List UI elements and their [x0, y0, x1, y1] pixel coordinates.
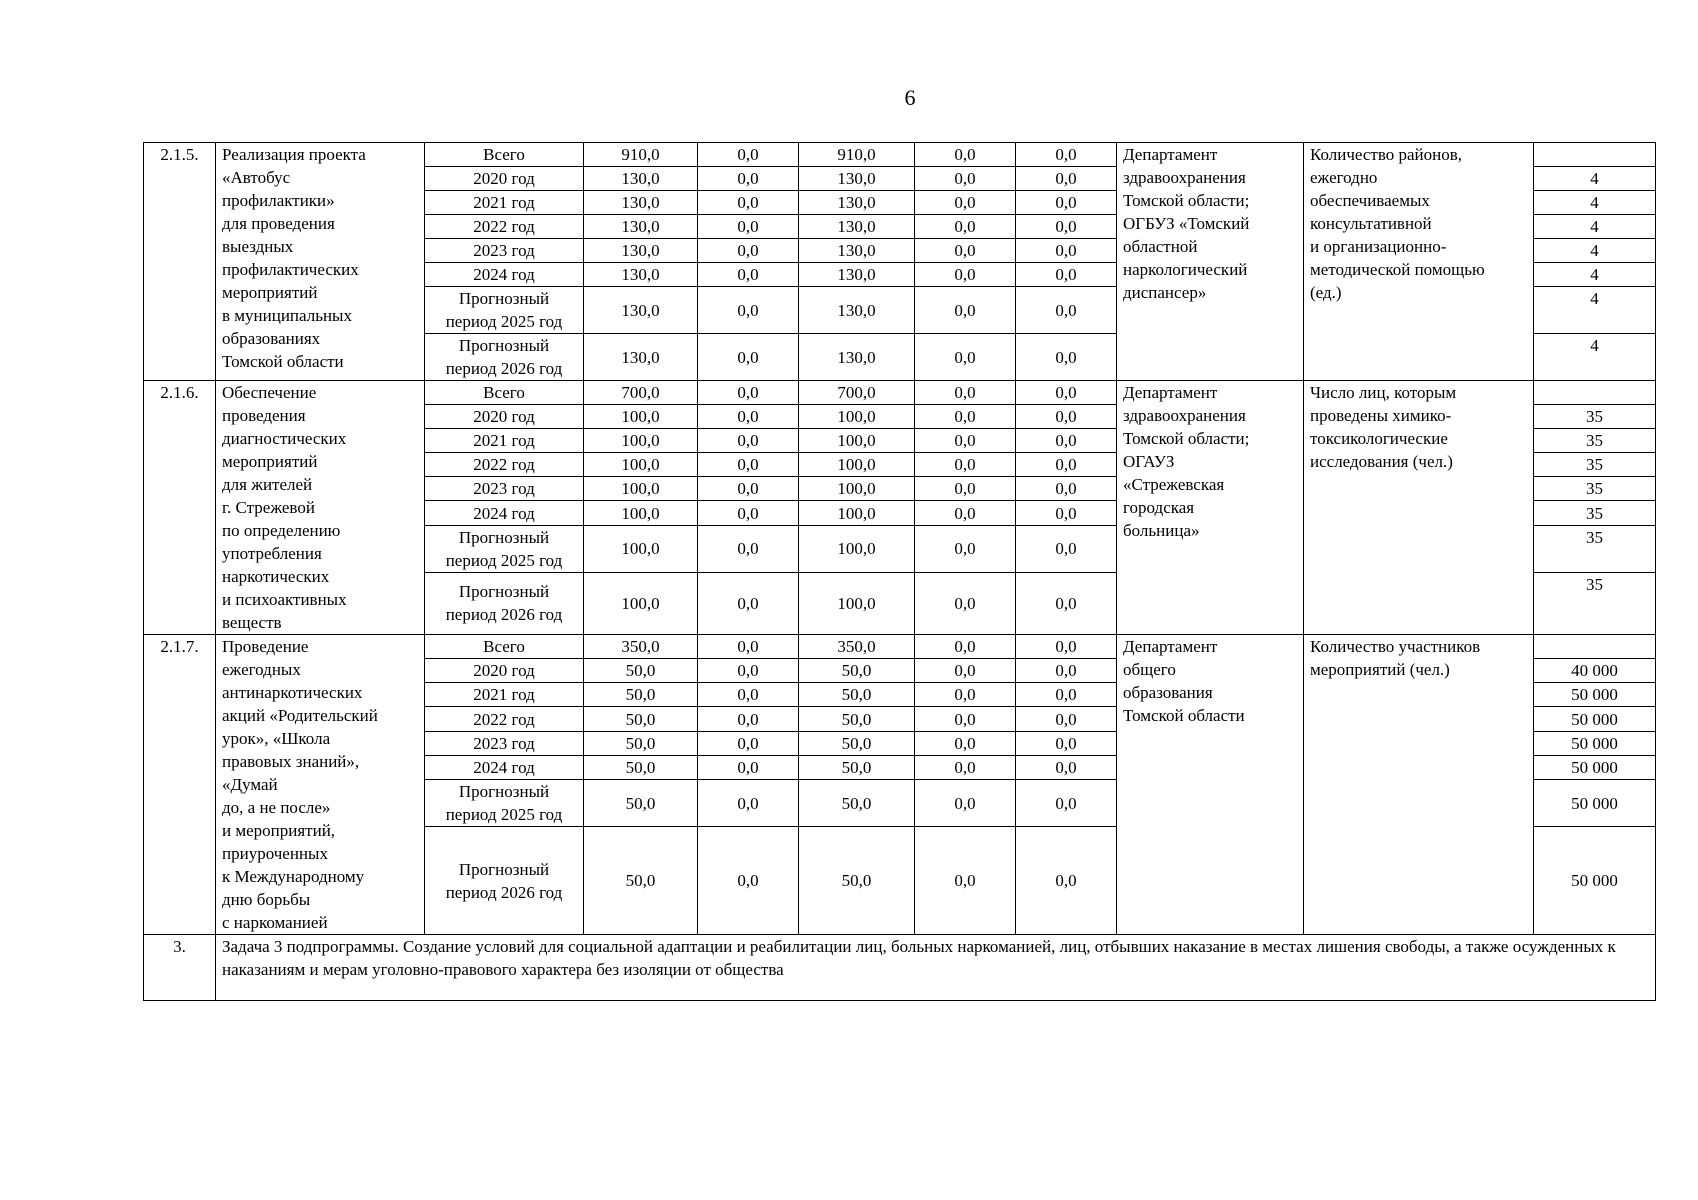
- indicator-value-cell: [1534, 381, 1656, 405]
- value-cell: 0,0: [1016, 659, 1117, 683]
- value-cell: 0,0: [698, 405, 799, 429]
- executor-cell: Департамент общего образования Томской области: [1117, 635, 1304, 935]
- value-cell: 0,0: [698, 731, 799, 755]
- indicator-value-cell: [1534, 635, 1656, 659]
- period-cell: 2021 год: [425, 429, 584, 453]
- value-cell: 0,0: [1016, 683, 1117, 707]
- period-cell: 2020 год: [425, 405, 584, 429]
- value-cell: 0,0: [915, 215, 1016, 239]
- value-cell: 0,0: [915, 779, 1016, 826]
- value-cell: 0,0: [1016, 143, 1117, 167]
- value-cell: 0,0: [698, 191, 799, 215]
- period-cell: 2024 год: [425, 755, 584, 779]
- value-cell: 50,0: [799, 683, 915, 707]
- value-cell: 0,0: [915, 287, 1016, 334]
- value-cell: 130,0: [799, 239, 915, 263]
- value-cell: 0,0: [1016, 381, 1117, 405]
- section-name: Проведение ежегодных антинаркотических акций «Родительский урок», «Школа правовых знаний», «Думай до, а не после» и мероприятий, приуроченных к Международному дню борьбы с наркоманией: [216, 635, 425, 935]
- value-cell: 0,0: [915, 239, 1016, 263]
- indicator-value-cell: 35: [1534, 501, 1656, 525]
- indicator-value-cell: 4: [1534, 215, 1656, 239]
- value-cell: 50,0: [799, 755, 915, 779]
- value-cell: 350,0: [584, 635, 698, 659]
- value-cell: 0,0: [698, 263, 799, 287]
- indicator-value-cell: 50 000: [1534, 827, 1656, 935]
- value-cell: 50,0: [584, 779, 698, 826]
- period-cell: 2020 год: [425, 659, 584, 683]
- value-cell: 0,0: [1016, 501, 1117, 525]
- table-row: [144, 143, 1656, 167]
- section-name: Реализация проекта «Автобус профилактики» для проведения выездных профилактических мероприятий в муниципальных образованиях Томской области: [216, 143, 425, 381]
- value-cell: 0,0: [698, 779, 799, 826]
- value-cell: 0,0: [915, 525, 1016, 572]
- indicator-value-cell: 35: [1534, 405, 1656, 429]
- value-cell: 0,0: [915, 453, 1016, 477]
- indicator-value-cell: 4: [1534, 191, 1656, 215]
- value-cell: 50,0: [584, 683, 698, 707]
- indicator-value-cell: 35: [1534, 572, 1656, 634]
- value-cell: 130,0: [799, 287, 915, 334]
- period-cell: 2022 год: [425, 453, 584, 477]
- period-cell: Всего: [425, 635, 584, 659]
- value-cell: 0,0: [915, 167, 1016, 191]
- value-cell: 50,0: [584, 755, 698, 779]
- value-cell: 130,0: [799, 263, 915, 287]
- period-cell: 2023 год: [425, 239, 584, 263]
- value-cell: 50,0: [799, 779, 915, 826]
- value-cell: 0,0: [1016, 525, 1117, 572]
- value-cell: 0,0: [915, 477, 1016, 501]
- period-cell: Всего: [425, 381, 584, 405]
- executor-cell: Департамент здравоохранения Томской области; ОГБУЗ «Томский областной наркологический диспансер»: [1117, 143, 1304, 381]
- value-cell: 100,0: [584, 453, 698, 477]
- value-cell: 50,0: [799, 707, 915, 731]
- task-row: [144, 935, 1656, 1001]
- value-cell: 0,0: [915, 263, 1016, 287]
- value-cell: 0,0: [915, 429, 1016, 453]
- period-cell: Прогнозный период 2026 год: [425, 334, 584, 381]
- value-cell: 0,0: [698, 215, 799, 239]
- value-cell: 100,0: [799, 477, 915, 501]
- period-cell: 2024 год: [425, 263, 584, 287]
- indicator-value-cell: 4: [1534, 287, 1656, 334]
- period-cell: 2023 год: [425, 731, 584, 755]
- section-id: 2.1.5.: [144, 143, 216, 381]
- value-cell: 0,0: [915, 381, 1016, 405]
- table-row: [144, 381, 1656, 405]
- value-cell: 0,0: [1016, 191, 1117, 215]
- value-cell: 50,0: [584, 707, 698, 731]
- value-cell: 130,0: [799, 191, 915, 215]
- indicator-value-cell: 50 000: [1534, 731, 1656, 755]
- indicator-name-cell: Количество районов, ежегодно обеспечиваемых консультативной и организационно- методической помощью (ед.): [1304, 143, 1534, 381]
- value-cell: 0,0: [698, 453, 799, 477]
- indicator-value-cell: 35: [1534, 525, 1656, 572]
- value-cell: 0,0: [698, 143, 799, 167]
- section-name: Обеспечение проведения диагностических мероприятий для жителей г. Стрежевой по определению употребления наркотических и психоактивных веществ: [216, 381, 425, 635]
- indicator-value-cell: 50 000: [1534, 755, 1656, 779]
- value-cell: 0,0: [1016, 167, 1117, 191]
- value-cell: 100,0: [799, 453, 915, 477]
- value-cell: 700,0: [799, 381, 915, 405]
- value-cell: 0,0: [698, 659, 799, 683]
- value-cell: 130,0: [584, 215, 698, 239]
- value-cell: 100,0: [584, 405, 698, 429]
- indicator-value-cell: 4: [1534, 167, 1656, 191]
- value-cell: 0,0: [1016, 827, 1117, 935]
- indicator-value-cell: 35: [1534, 453, 1656, 477]
- value-cell: 0,0: [915, 659, 1016, 683]
- value-cell: 100,0: [584, 429, 698, 453]
- value-cell: 0,0: [1016, 707, 1117, 731]
- value-cell: 50,0: [584, 731, 698, 755]
- indicator-value-cell: 4: [1534, 263, 1656, 287]
- period-cell: Прогнозный период 2025 год: [425, 525, 584, 572]
- value-cell: 50,0: [799, 827, 915, 935]
- value-cell: 0,0: [915, 334, 1016, 381]
- indicator-value-cell: [1534, 143, 1656, 167]
- indicator-value-cell: 35: [1534, 477, 1656, 501]
- value-cell: 0,0: [1016, 263, 1117, 287]
- period-cell: 2022 год: [425, 215, 584, 239]
- value-cell: 100,0: [799, 429, 915, 453]
- value-cell: 0,0: [698, 707, 799, 731]
- value-cell: 0,0: [698, 572, 799, 634]
- value-cell: 0,0: [1016, 287, 1117, 334]
- page-number: 6: [904, 85, 916, 110]
- value-cell: 0,0: [1016, 779, 1117, 826]
- value-cell: 0,0: [698, 167, 799, 191]
- value-cell: 0,0: [698, 239, 799, 263]
- period-cell: Прогнозный период 2026 год: [425, 827, 584, 935]
- value-cell: 0,0: [698, 827, 799, 935]
- executor-cell: Департамент здравоохранения Томской области; ОГАУЗ «Стрежевская городская больница»: [1117, 381, 1304, 635]
- period-cell: Прогнозный период 2025 год: [425, 287, 584, 334]
- period-cell: Прогнозный период 2026 год: [425, 572, 584, 634]
- period-cell: 2023 год: [425, 477, 584, 501]
- value-cell: 130,0: [584, 334, 698, 381]
- value-cell: 130,0: [799, 334, 915, 381]
- value-cell: 130,0: [799, 167, 915, 191]
- period-cell: 2021 год: [425, 683, 584, 707]
- value-cell: 350,0: [799, 635, 915, 659]
- value-cell: 130,0: [584, 263, 698, 287]
- section-id: 2.1.6.: [144, 381, 216, 635]
- indicator-value-cell: 50 000: [1534, 779, 1656, 826]
- value-cell: 0,0: [1016, 334, 1117, 381]
- value-cell: 0,0: [915, 635, 1016, 659]
- value-cell: 910,0: [799, 143, 915, 167]
- value-cell: 0,0: [915, 572, 1016, 634]
- indicator-value-cell: 50 000: [1534, 707, 1656, 731]
- value-cell: 0,0: [1016, 405, 1117, 429]
- value-cell: 100,0: [799, 525, 915, 572]
- value-cell: 0,0: [698, 525, 799, 572]
- value-cell: 130,0: [584, 191, 698, 215]
- indicator-name-cell: Число лиц, которым проведены химико- токсикологические исследования (чел.): [1304, 381, 1534, 635]
- indicator-value-cell: 4: [1534, 334, 1656, 381]
- value-cell: 0,0: [915, 683, 1016, 707]
- value-cell: 0,0: [1016, 477, 1117, 501]
- value-cell: 0,0: [698, 381, 799, 405]
- section-id: 2.1.7.: [144, 635, 216, 935]
- indicator-value-cell: 4: [1534, 239, 1656, 263]
- period-cell: Прогнозный период 2025 год: [425, 779, 584, 826]
- indicator-value-cell: 35: [1534, 429, 1656, 453]
- value-cell: 0,0: [1016, 755, 1117, 779]
- value-cell: 50,0: [584, 827, 698, 935]
- value-cell: 910,0: [584, 143, 698, 167]
- value-cell: 0,0: [698, 635, 799, 659]
- value-cell: 0,0: [1016, 731, 1117, 755]
- value-cell: 0,0: [1016, 635, 1117, 659]
- task-id: 3.: [144, 935, 216, 1001]
- value-cell: 0,0: [915, 191, 1016, 215]
- value-cell: 0,0: [1016, 239, 1117, 263]
- value-cell: 130,0: [584, 167, 698, 191]
- value-cell: 130,0: [584, 287, 698, 334]
- value-cell: 50,0: [799, 659, 915, 683]
- value-cell: 0,0: [698, 429, 799, 453]
- value-cell: 0,0: [1016, 453, 1117, 477]
- value-cell: 100,0: [584, 501, 698, 525]
- value-cell: 0,0: [915, 707, 1016, 731]
- table-row: [144, 635, 1656, 659]
- value-cell: 0,0: [1016, 215, 1117, 239]
- value-cell: 100,0: [799, 405, 915, 429]
- value-cell: 700,0: [584, 381, 698, 405]
- value-cell: 0,0: [1016, 572, 1117, 634]
- value-cell: 0,0: [915, 731, 1016, 755]
- period-cell: 2021 год: [425, 191, 584, 215]
- value-cell: 0,0: [915, 755, 1016, 779]
- value-cell: 100,0: [799, 572, 915, 634]
- value-cell: 0,0: [698, 477, 799, 501]
- value-cell: 100,0: [799, 501, 915, 525]
- period-cell: 2020 год: [425, 167, 584, 191]
- value-cell: 0,0: [698, 501, 799, 525]
- value-cell: 100,0: [584, 525, 698, 572]
- task-text: Задача 3 подпрограммы. Создание условий для социальной адаптации и реабилитации лиц, больных наркоманией, лиц, отбывших наказание в местах лишения свободы, а также осужденных к наказаниям и мерам уголовно-правового характера без изоляции от общества: [216, 935, 1656, 1001]
- value-cell: 0,0: [698, 755, 799, 779]
- value-cell: 100,0: [584, 572, 698, 634]
- indicator-name-cell: Количество участников мероприятий (чел.): [1304, 635, 1534, 935]
- period-cell: 2024 год: [425, 501, 584, 525]
- value-cell: 100,0: [584, 477, 698, 501]
- value-cell: 0,0: [915, 827, 1016, 935]
- period-cell: Всего: [425, 143, 584, 167]
- value-cell: 0,0: [915, 405, 1016, 429]
- value-cell: 0,0: [915, 143, 1016, 167]
- program-table: [143, 142, 1656, 1001]
- period-cell: 2022 год: [425, 707, 584, 731]
- value-cell: 50,0: [584, 659, 698, 683]
- value-cell: 0,0: [698, 287, 799, 334]
- value-cell: 130,0: [584, 239, 698, 263]
- indicator-value-cell: 50 000: [1534, 683, 1656, 707]
- value-cell: 0,0: [915, 501, 1016, 525]
- indicator-value-cell: 40 000: [1534, 659, 1656, 683]
- value-cell: 0,0: [1016, 429, 1117, 453]
- value-cell: 130,0: [799, 215, 915, 239]
- value-cell: 0,0: [698, 683, 799, 707]
- value-cell: 50,0: [799, 731, 915, 755]
- value-cell: 0,0: [698, 334, 799, 381]
